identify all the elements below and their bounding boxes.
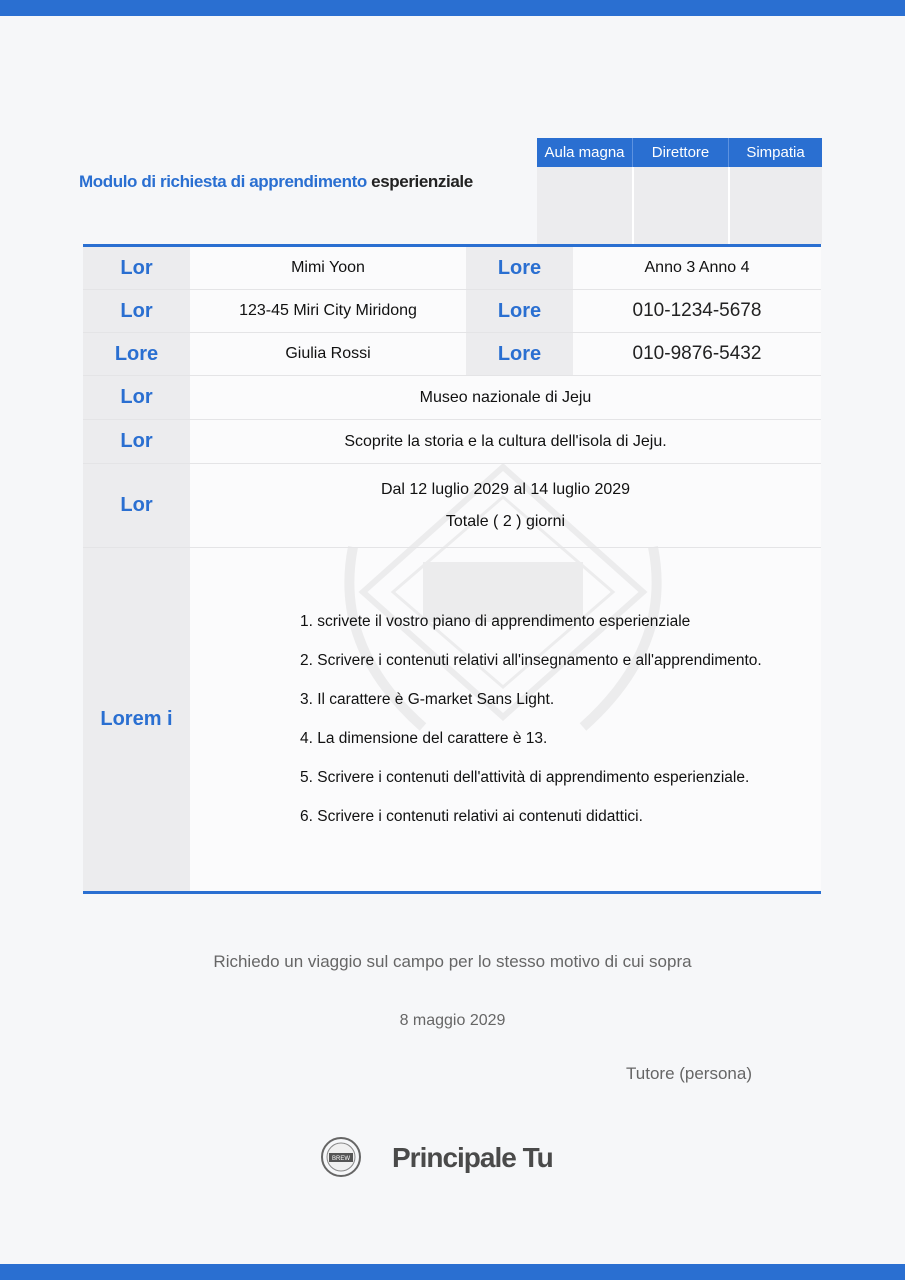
grade-value[interactable]: Anno 3 Anno 4 [644,259,750,276]
approval-header: Aula magna [537,138,632,167]
title-blue-part: Modulo di richiesta di apprendimento [79,172,367,191]
approval-header: Direttore [632,138,728,167]
approval-sign-cell[interactable] [728,167,822,244]
field-label: Lore [83,333,190,375]
tutor-signature-label: Tutore (persona) [626,1064,752,1083]
approval-sign-cell[interactable] [537,167,632,244]
table-row [83,247,821,290]
page-title [79,172,473,192]
request-form-table [83,244,821,894]
approval-header: Simpatia [728,138,822,167]
field-label: Lor [83,420,190,463]
field-label: Lore [466,247,573,289]
field-label: Lor [83,464,190,547]
table-row [83,376,821,420]
field-label: Lor [83,247,190,289]
list-item: 3. Il carattere è G-market Sans Light. [300,691,555,708]
approval-column [728,138,822,244]
document-date: 8 maggio 2029 [399,1012,506,1029]
plan-list[interactable] [190,548,821,891]
approval-sign-cell[interactable] [632,167,728,244]
field-label: Lore [466,290,573,332]
list-item: 5. Scrivere i contenuti dell'attività di apprendimento esperienziale. [300,769,750,786]
period-dates: Dal 12 luglio 2029 al 14 luglio 2029 [380,480,631,498]
approval-box [537,138,822,244]
student-name-value[interactable]: Mimi Yoon [291,259,365,276]
address-value[interactable]: 123-45 Miri City Miridong [239,302,417,319]
list-item: 4. La dimensione del carattere è 13. [300,730,548,747]
table-row [83,290,821,333]
bottom-accent-bar [0,1264,905,1280]
guardian-name-value[interactable]: Giulia Rossi [285,345,371,362]
phone-value[interactable]: 010-1234-5678 [632,300,762,321]
field-label: Lore [466,333,573,375]
seal-text: BREW [332,1156,350,1162]
table-row [83,548,821,891]
table-row [83,464,821,548]
title-dark-part: esperienziale [371,172,473,191]
list-item: 2. Scrivere i contenuti relativi all'insegnamento e all'apprendimento. [300,652,762,669]
place-value[interactable]: Museo nazionale di Jeju [419,388,592,406]
principal-name: Principale Tu [392,1142,553,1173]
field-label: Lor [83,290,190,332]
period-value[interactable] [190,464,821,547]
period-total: Totale ( 2 ) giorni [445,512,566,530]
top-accent-bar [0,0,905,16]
table-row [83,420,821,464]
table-row [83,333,821,376]
purpose-value[interactable]: Scoprite la storia e la cultura dell'isola di Jeju. [344,432,667,450]
school-seal-icon [320,1136,362,1178]
field-label: Lorem i [83,548,190,891]
list-item: 6. Scrivere i contenuti relativi ai contenuti didattici. [300,808,643,825]
list-item: 1. scrivete il vostro piano di apprendimento esperienziale [300,613,691,630]
approval-column [632,138,728,244]
approval-column [537,138,632,244]
request-statement: Richiedo un viaggio sul campo per lo stesso motivo di cui sopra [213,952,692,971]
guardian-phone-value[interactable]: 010-9876-5432 [632,343,762,364]
field-label: Lor [83,376,190,419]
